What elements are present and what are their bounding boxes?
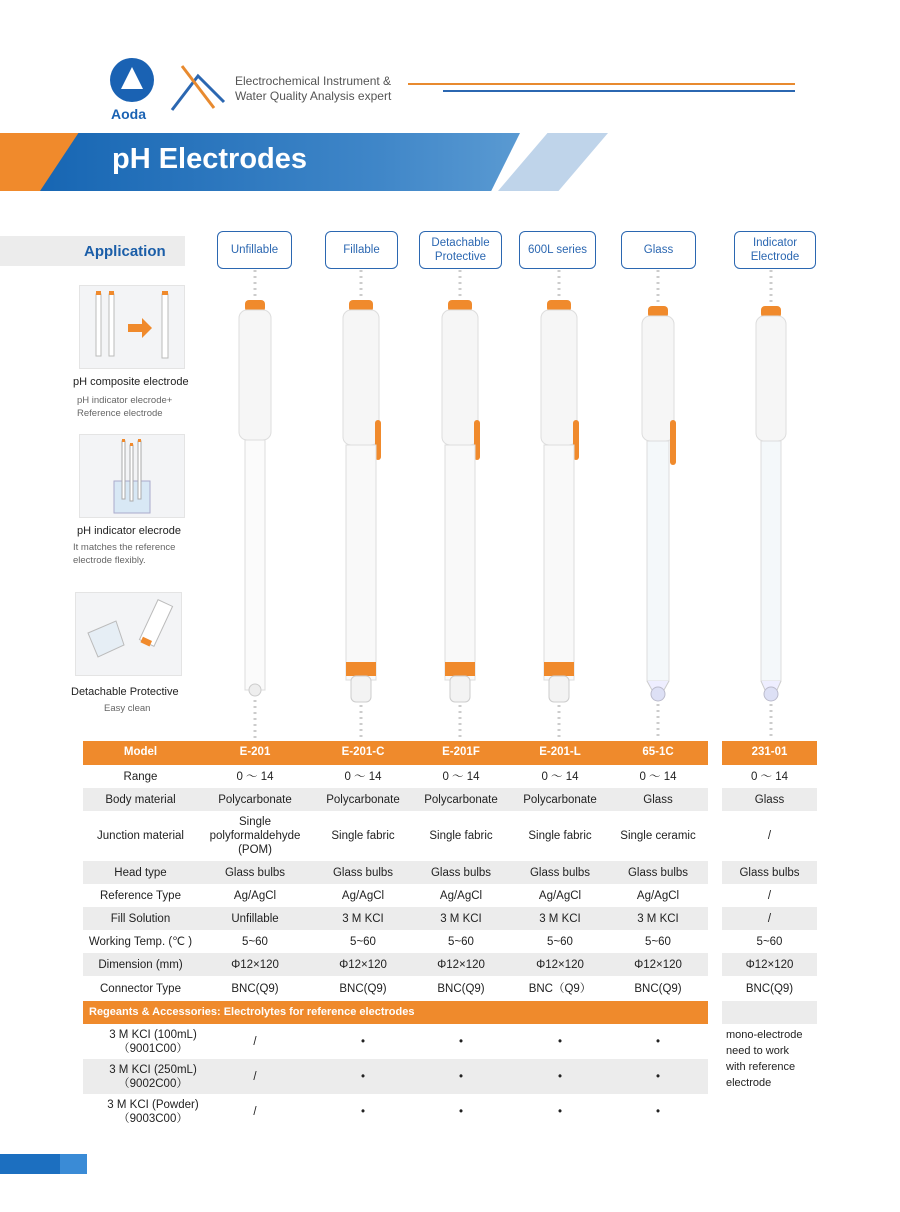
- table-cell: •: [458, 1105, 464, 1118]
- table-cell: Φ12×120: [745, 958, 794, 971]
- table-header: Model: [123, 746, 158, 758]
- table-cell: Glass bulbs: [224, 866, 286, 879]
- table-cell: Φ12×120: [339, 958, 387, 971]
- table-cell: Φ12×120: [231, 958, 279, 971]
- row-label: Dimension (mm): [98, 958, 183, 971]
- accessories-header-right: [722, 1001, 817, 1024]
- table-cell: Φ12×120: [536, 958, 584, 971]
- table-cell: /: [767, 830, 772, 842]
- table-cell: Single fabric: [331, 830, 395, 842]
- table-cell: •: [360, 1035, 366, 1048]
- application-item-subtitle: Easy clean: [104, 703, 151, 714]
- table-cell: •: [655, 1070, 661, 1083]
- table-cell: /: [253, 1105, 257, 1118]
- row-label: Working Temp. (℃ ): [88, 935, 193, 948]
- table-cell: 5~60: [242, 935, 268, 948]
- table-cell: •: [360, 1105, 366, 1118]
- electrode-image-e201l: [529, 270, 589, 740]
- table-header: E-201-L: [539, 746, 581, 758]
- header-rule-blue: [443, 90, 795, 92]
- electrode-image-e201c: [331, 270, 391, 740]
- table-cell: 0 ～ 14: [750, 770, 789, 783]
- type-label-glass: Glass: [621, 231, 696, 269]
- accessory-code: （9001C00）: [118, 1042, 188, 1055]
- table-cell: •: [458, 1070, 464, 1083]
- table-cell: BNC(Q9): [437, 982, 485, 995]
- table-cell: BNC(Q9): [745, 982, 794, 995]
- table-cell: Polycarbonate: [523, 793, 597, 806]
- type-label-indicator: Indicator Electrode: [734, 231, 816, 269]
- row-label: Junction material: [97, 830, 184, 842]
- table-cell: /: [767, 889, 772, 902]
- table-cell: 3 M KCI: [440, 912, 482, 925]
- type-label-600l: 600L series: [519, 231, 596, 269]
- slogan-mark-icon: [168, 62, 228, 112]
- accessory-name: [83, 1024, 223, 1059]
- type-label-fillable: Fillable: [325, 231, 398, 269]
- table-cell: •: [557, 1070, 563, 1083]
- table-cell: Glass bulbs: [739, 866, 800, 879]
- table-cell: Unfillable: [231, 912, 279, 925]
- table-cell: /: [253, 1035, 257, 1048]
- table-cell: BNC(Q9): [634, 982, 682, 995]
- table-cell: 0 ～ 14: [236, 770, 274, 783]
- row-label: Range: [123, 770, 158, 783]
- footer-accent: [0, 1154, 87, 1174]
- table-cell: 0 ～ 14: [442, 770, 480, 783]
- slogan: Electrochemical Instrument & Water Quality Analysis expert: [235, 74, 392, 103]
- application-item-title: pH indicator elecrode: [77, 525, 181, 537]
- table-cell: Single polyformaldehyde (POM): [209, 816, 301, 856]
- table-cell: Glass bulbs: [332, 866, 394, 879]
- accessory-label: 3 M KCI (Powder): [107, 1098, 199, 1111]
- indicator-electrode-image: [79, 434, 185, 518]
- table-cell: •: [557, 1105, 563, 1118]
- electrode-image-e201f: [430, 270, 490, 740]
- accessory-label: 3 M KCI (250mL): [109, 1063, 197, 1076]
- table-cell: Polycarbonate: [424, 793, 498, 806]
- row-label: Fill Solution: [110, 912, 171, 925]
- row-label: Head type: [114, 866, 167, 879]
- table-cell: /: [253, 1070, 257, 1083]
- accessory-name: [83, 1059, 223, 1094]
- table-cell: 0 ～ 14: [344, 770, 382, 783]
- table-cell: 5~60: [756, 935, 783, 948]
- table-cell: •: [557, 1035, 563, 1048]
- table-header: 65-1C: [642, 746, 674, 758]
- table-cell: Single fabric: [429, 830, 493, 842]
- note-text: mono-electrode need to work with reference electrode: [726, 1029, 803, 1089]
- table-cell: 5~60: [547, 935, 573, 948]
- table-cell: /: [767, 912, 772, 925]
- table-cell: •: [655, 1105, 661, 1118]
- table-cell: Glass bulbs: [627, 866, 689, 879]
- table-cell: BNC(Q9): [231, 982, 279, 995]
- table-cell: 5~60: [350, 935, 376, 948]
- electrode-image-651c: [628, 270, 688, 740]
- table-cell: Ag/AgCl: [341, 889, 385, 902]
- type-label-unfillable: Unfillable: [217, 231, 292, 269]
- table-cell: Ag/AgCl: [636, 889, 680, 902]
- table-cell: Polycarbonate: [326, 793, 400, 806]
- composite-electrode-image: [79, 285, 185, 369]
- table-cell: •: [458, 1035, 464, 1048]
- table-cell: 5~60: [448, 935, 474, 948]
- row-label: Connector Type: [100, 982, 181, 995]
- brand-name: Aoda: [111, 106, 146, 122]
- application-item-subtitle: It matches the reference electrode flexibly.: [73, 542, 176, 566]
- table-cell: Polycarbonate: [218, 793, 292, 806]
- header-rule-orange: [408, 83, 795, 85]
- accessories-header: Regeants & Accessories: Electrolytes for reference electrodes: [83, 1001, 708, 1024]
- table-cell: BNC（Q9）: [528, 982, 592, 995]
- table-header: E-201: [239, 746, 271, 758]
- table-cell: Ag/AgCl: [233, 889, 277, 902]
- table-cell: Φ12×120: [437, 958, 485, 971]
- table-header: E-201F: [442, 746, 480, 758]
- table-header: 231-01: [751, 746, 788, 758]
- application-item-title: Detachable Protective: [71, 686, 179, 698]
- application-heading: Application: [0, 236, 185, 266]
- accessory-name: [83, 1094, 223, 1129]
- table-cell: 3 M KCI: [342, 912, 384, 925]
- table-header: E-201-C: [341, 746, 385, 758]
- table-cell: Glass bulbs: [529, 866, 591, 879]
- electrode-image-e201: [225, 270, 285, 740]
- table-cell: 0 ～ 14: [541, 770, 579, 783]
- accessory-code: （9002C00）: [118, 1077, 188, 1090]
- brand-logo-icon: [110, 58, 154, 102]
- table-cell: 3 M KCI: [637, 912, 679, 925]
- electrode-image-23101: [741, 270, 801, 740]
- table-cell: Single fabric: [528, 830, 592, 842]
- table-cell: Ag/AgCl: [439, 889, 483, 902]
- table-cell: BNC(Q9): [339, 982, 387, 995]
- table-cell: Glass: [643, 793, 673, 806]
- table-cell: •: [655, 1035, 661, 1048]
- table-cell: Φ12×120: [634, 958, 682, 971]
- table-cell: 0 ～ 14: [639, 770, 677, 783]
- row-label: Body material: [105, 793, 176, 806]
- table-cell: 3 M KCI: [539, 912, 581, 925]
- table-cell: Glass: [754, 793, 785, 806]
- table-cell: •: [360, 1070, 366, 1083]
- detachable-protective-image: [75, 592, 182, 676]
- table-cell: Ag/AgCl: [538, 889, 582, 902]
- accessory-code: （9003C00）: [118, 1112, 188, 1125]
- table-cell: Glass bulbs: [430, 866, 492, 879]
- accessory-label: 3 M KCI (100mL): [109, 1028, 197, 1041]
- application-item-title: pH composite electrode: [73, 376, 189, 388]
- table-cell: Single ceramic: [620, 830, 696, 842]
- row-label: Reference Type: [100, 889, 181, 902]
- page-title: pH Electrodes: [112, 143, 307, 175]
- application-item-subtitle: pH indicator elecrode+ Reference electrode: [77, 395, 173, 419]
- table-cell: 5~60: [645, 935, 671, 948]
- type-label-detachable: Detachable Protective: [419, 231, 502, 269]
